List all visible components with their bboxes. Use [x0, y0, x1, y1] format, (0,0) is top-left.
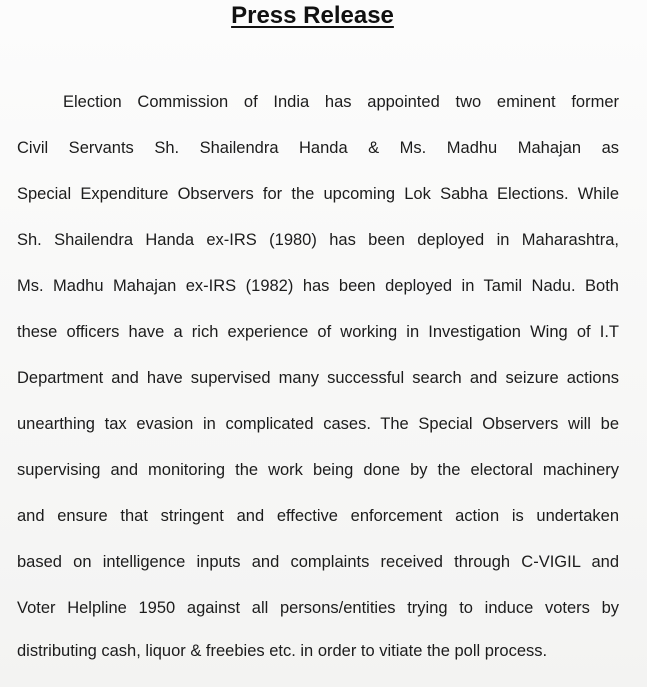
paragraph-line: distributing cash, liquor & freebies etc. in order to vitiate the poll process.	[17, 642, 548, 660]
page-title: Press Release	[231, 2, 394, 29]
paragraph-line: Election Commission of India has appointed two eminent former	[63, 93, 619, 111]
paragraph-line: Voter Helpline 1950 against all persons/entities trying to induce voters by	[17, 599, 619, 617]
paragraph-line: based on intelligence inputs and complaints received through C-VIGIL and	[17, 553, 619, 571]
paragraph-line: these officers have a rich experience of working in Investigation Wing of I.T	[17, 323, 619, 341]
paragraph-line: supervising and monitoring the work being done by the electoral machinery	[17, 461, 619, 479]
paragraph-line: unearthing tax evasion in complicated cases. The Special Observers will be	[17, 415, 619, 433]
paragraph-line: Ms. Madhu Mahajan ex-IRS (1982) has been deployed in Tamil Nadu. Both	[17, 277, 619, 295]
paragraph-line: Civil Servants Sh. Shailendra Handa & Ms. Madhu Mahajan as	[17, 139, 619, 157]
paragraph-line: Department and have supervised many successful search and seizure actions	[17, 369, 619, 387]
paragraph-line: Sh. Shailendra Handa ex-IRS (1980) has been deployed in Maharashtra,	[17, 231, 619, 249]
paragraph-line: and ensure that stringent and effective enforcement action is undertaken	[17, 507, 619, 525]
paragraph-line: Special Expenditure Observers for the upcoming Lok Sabha Elections. While	[17, 185, 619, 203]
